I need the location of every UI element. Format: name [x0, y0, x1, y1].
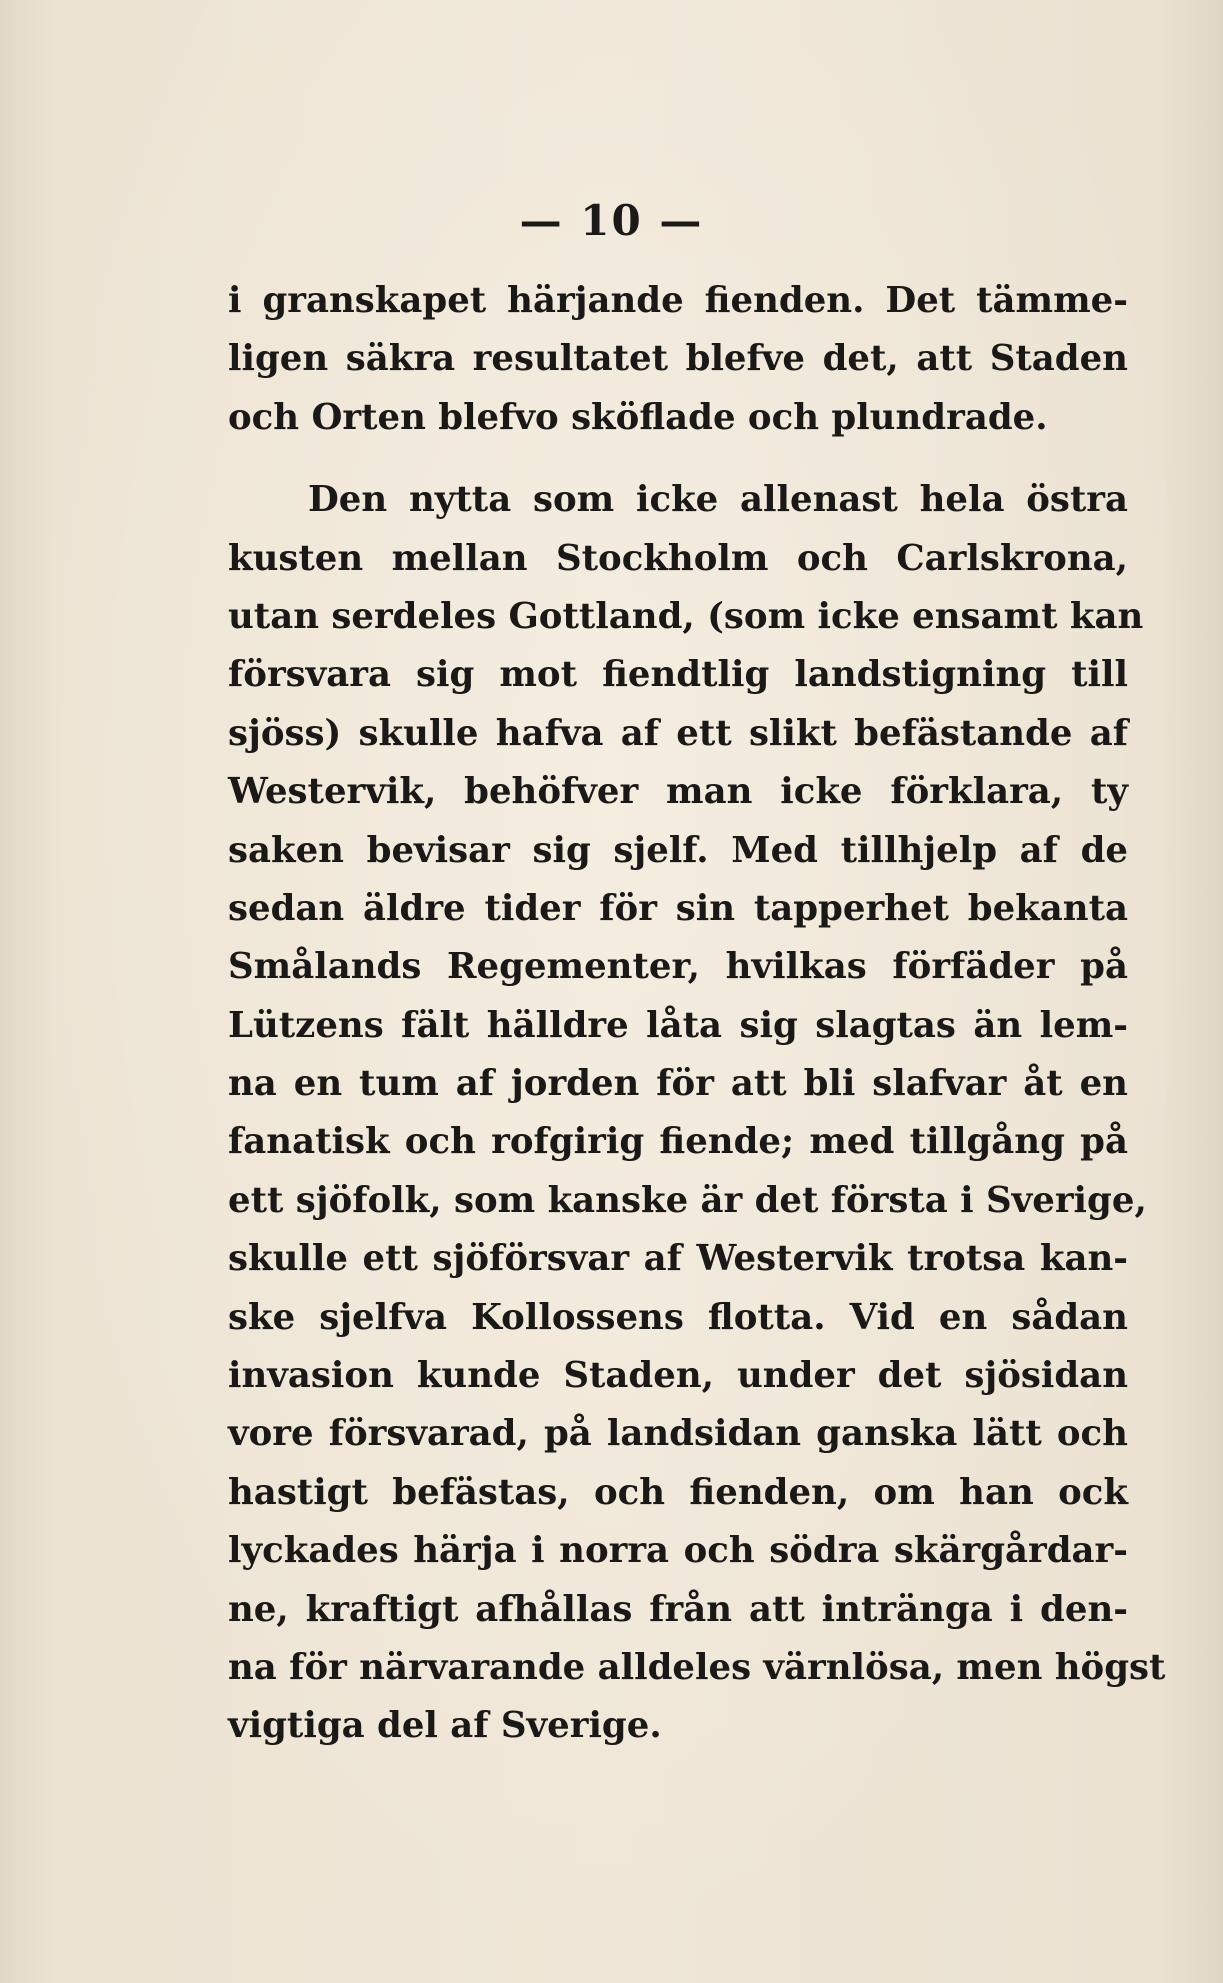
text-line: och Orten blefvo sköflade och plundrade.	[228, 396, 1048, 438]
page-text	[228, 272, 1166, 1756]
text-line: Den nytta som icke allenast hela östra	[308, 479, 1128, 521]
text-line: Westervik, behöfver man icke förklara, ty	[228, 771, 1128, 813]
text-line: Lützens fält hälldre låta sig slagtas än lem-	[228, 1004, 1128, 1046]
text-line: försvara sig mot fiendtlig landstigning till	[228, 654, 1128, 696]
text-line: lyckades härja i norra och södra skärgårdar-	[228, 1530, 1128, 1572]
text-line: saken bevisar sig sjelf. Med tillhjelp af de	[228, 829, 1128, 871]
text-line: Smålands Regementer, hvilkas förfäder på	[228, 946, 1128, 988]
text-line: ne, kraftigt afhållas från att inträngа i den-	[228, 1588, 1128, 1630]
text-line: fanatisk och rofgirig fiende; med tillgång på	[228, 1121, 1128, 1163]
text-line: hastigt befästas, och fienden, om han ock	[228, 1471, 1128, 1513]
paragraph-2	[228, 471, 1166, 1756]
text-line: invasion kunde Staden, under det sjösidan	[228, 1355, 1128, 1397]
text-line: i granskapet härjande fienden. Det tämme-	[228, 280, 1128, 321]
text-line: utan serdeles Gottland, (som icke ensamt kan	[228, 595, 1144, 637]
text-line: vigtiga del af Sverige.	[228, 1705, 662, 1747]
text-line: na för närvarande alldeles värnlösa, men högst	[228, 1646, 1166, 1688]
text-line: kusten mellan Stockholm och Carlskrona,	[228, 537, 1128, 579]
text-line: vore försvarad, på landsidan ganska lätt och	[228, 1413, 1128, 1455]
page-number: — 10 —	[519, 196, 704, 245]
text-line: sedan äldre tider för sin tapperhet bekanta	[228, 887, 1128, 929]
text-line: ske sjelfva Kollossens flotta. Vid en sådan	[228, 1296, 1128, 1338]
text-line: sjöss) skulle hafva af ett slikt befästande af	[228, 712, 1128, 754]
paragraph-1	[228, 272, 1128, 447]
text-line: skulle ett sjöförsvar af Westervik trotsa kan-	[228, 1238, 1128, 1280]
text-line: na en tum af jorden för att bli slafvar åt en	[228, 1063, 1128, 1105]
text-line: ett sjöfolk, som kanske är det första i Sverige,	[228, 1179, 1147, 1221]
paragraph-gap	[228, 447, 1128, 471]
text-line: ligen säkra resultatet blefve det, att Staden	[228, 338, 1128, 380]
